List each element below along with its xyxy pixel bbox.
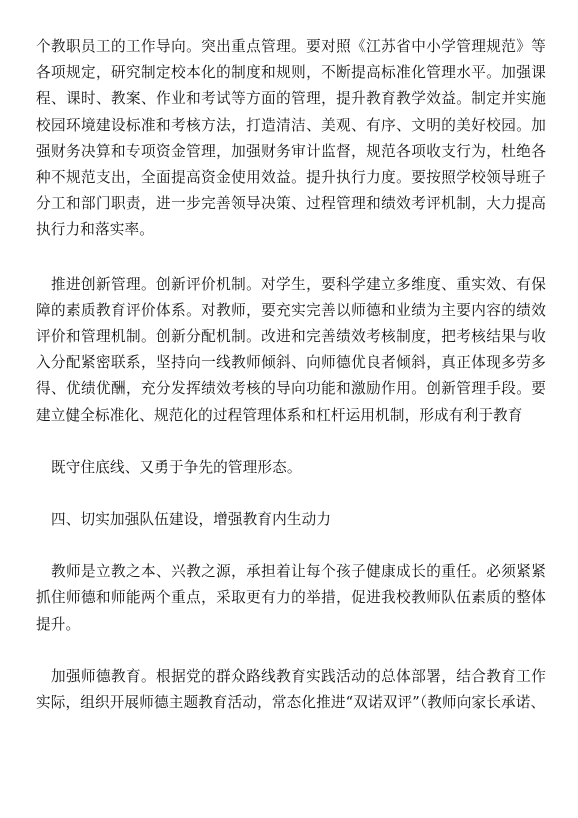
paragraph-teacher-role: 教师是立教之本、兴教之源，承担着让每个孩子健康成长的重任。必须紧紧抓住师德和师能两个重点，采取更有力的举措，促进我校教师队伍素质的整体提升。 [36,563,546,633]
paragraph-continuation: 既守住底线、又勇于争先的管理形态。 [51,458,302,476]
paragraph-management-focus: 个教职员工的工作导向。突出重点管理。要对照《江苏省中小学管理规范》等各项规定，研究制定校本化的制度和规则，不断提高标准化管理水平。加强课程、课时、教案、作业和考试等方面的管理，提升教育教学效益。制定并实施校园环境建设标准和考核方法，打造清洁、美观、有序、文明的美好校园。加强财务决算和专项资金管理，加强财务审计监督，规范各项收支行为，杜绝各种不规范支出，全面提高资金使用效益。提升执行力度。要按照学校领导班子分工和部门职责，进一步完善领导决策、过程管理和绩效考评机制，大力提高执行力和落实率。 [36,38,546,239]
section-heading-team-building: 四、切实加强队伍建设，增强教育内生动力 [51,511,332,529]
document-page [36,34,546,716]
paragraph-innovation-management: 推进创新管理。创新评价机制。对学生，要科学建立多维度、重实效、有保障的素质教育评价体系。对教师，要充实完善以师德和业绩为主要内容的绩效评价和管理机制。创新分配机制。改进和完善绩效考核制度，把考核结果与收入分配紧密联系，坚持向一线教师倾斜、向师德优良者倾斜，真正体现多劳多得、优绩优酬，充分发挥绩效考核的导向功能和激励作用。创新管理手段。要建立健全标准化、规范化的过程管理体系和杠杆运用机制，形成有利于教育 [36,275,546,424]
paragraph-ethics-education: 加强师德教育。根据党的群众路线教育实践活动的总体部署，结合教育工作实际，组织开展师德主题教育活动，常态化推进“双诺双评”（教师向家长承诺、 [36,667,546,712]
